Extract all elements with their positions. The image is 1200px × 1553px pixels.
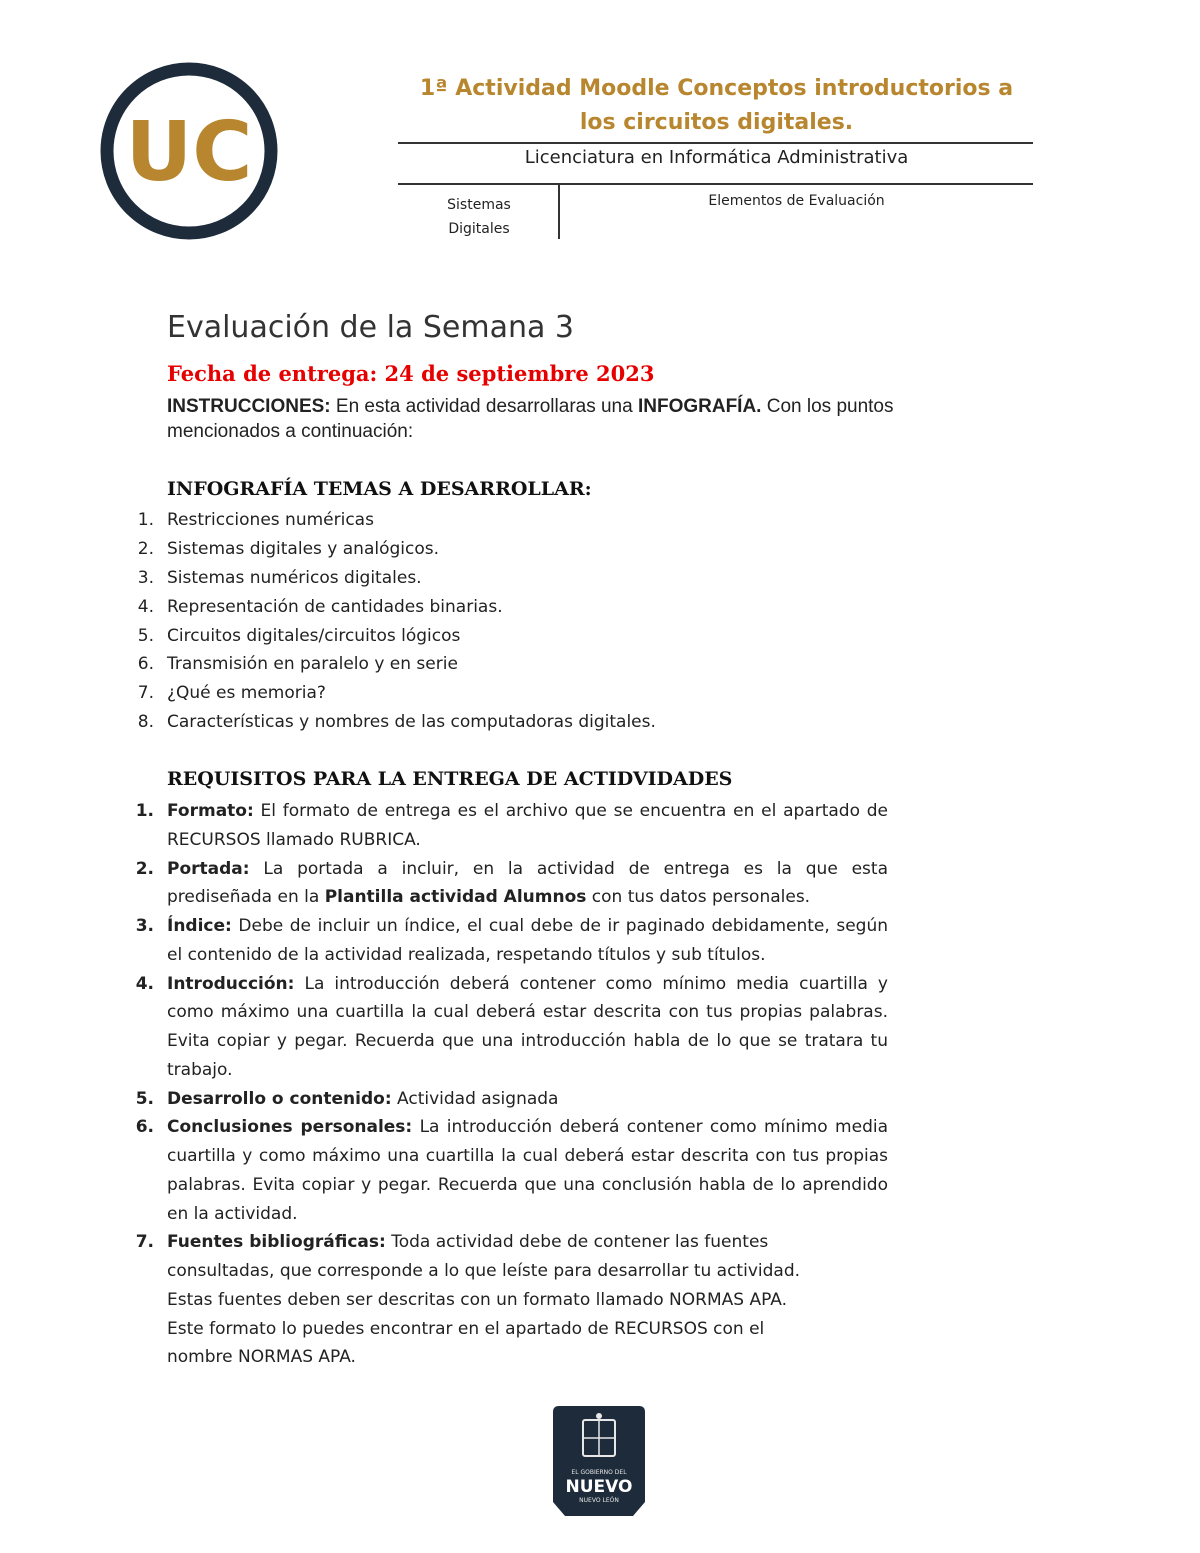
- list-item: 4. Representación de cantidades binarias.: [137, 596, 503, 617]
- instructions-text-b: Con los puntos mencionados a continuación:: [167, 396, 894, 442]
- list-item: 7. ¿Qué es memoria?: [137, 683, 326, 704]
- list-item: 3. Índice: Debe de incluir un índice, el cual debe de ir paginado debidamente, según el contenido de la actividad realizada, respetando títulos y sub títulos.: [135, 916, 888, 965]
- instructions: [167, 394, 947, 444]
- list-item: 2. Portada: La portada a incluir, en la actividad de entrega es la que esta prediseñada en la Plantilla actividad Alumnos con tus datos personales.: [135, 858, 888, 908]
- due-date: Fecha de entrega: 24 de septiembre 2023: [167, 361, 655, 386]
- logo-text-line1: EL GOBIERNO DEL: [571, 1469, 627, 1476]
- subject-line1: Sistemas: [447, 197, 511, 213]
- list-item: 8. Características y nombres de las computadoras digitales.: [137, 712, 656, 733]
- list-item: 1. Restricciones numéricas: [137, 510, 374, 530]
- requirements-list: [130, 797, 888, 1372]
- uc-logo: [100, 62, 278, 240]
- instructions-bold: INFOGRAFÍA.: [637, 396, 762, 417]
- subject-name: [400, 193, 558, 241]
- instructions-label: INSTRUCCIONES:: [167, 396, 331, 417]
- activity-title-line2: los circuitos digitales.: [579, 110, 854, 135]
- activity-title-line1: 1ª Actividad Moodle Conceptos introductorios a: [419, 76, 1014, 101]
- list-item: 6. Transmisión en paralelo y en serie: [137, 654, 458, 675]
- header-divider-bottom: [398, 183, 1033, 185]
- nuevo-leon-logo: [553, 1406, 645, 1516]
- list-item: 5. Circuitos digitales/circuitos lógicos: [137, 625, 461, 646]
- topics-heading: INFOGRAFÍA TEMAS A DESARROLLAR:: [167, 478, 592, 500]
- subject-line2: Digitales: [448, 221, 510, 237]
- list-item: 7. Fuentes bibliográficas: Toda actividad debe de contener las fuentes consultadas, que corresponde a lo que leíste para desarrollar tu actividad. Estas fuentes deben ser descritas con un formato llamado NORMAS APA. Este formato lo puedes encontrar en el apartado de RECURSOS con el nombre NORMAS APA.: [135, 1232, 801, 1368]
- section-name: Elementos de Evaluación: [708, 193, 885, 209]
- list-item: 2. Sistemas digitales y analógicos.: [137, 538, 440, 559]
- list-item: 5. Desarrollo o contenido: Actividad asignada: [135, 1088, 559, 1109]
- uc-logo-text: UC: [125, 105, 253, 200]
- program-name: Licenciatura en Informática Administrativa: [524, 147, 909, 168]
- header-divider-top: [398, 142, 1033, 144]
- list-item: 3. Sistemas numéricos digitales.: [137, 567, 422, 588]
- requirements-heading: REQUISITOS PARA LA ENTREGA DE ACTIDVIDADES: [167, 768, 733, 790]
- list-item: 6. Conclusiones personales: La introducción deberá contener como mínimo media cuartilla y como máximo una cuartilla la cual deberá estar descrita con tus propias palabras. Evita copiar y pegar. Recuerda que una conclusión habla de lo aprendido en la actividad.: [135, 1117, 888, 1224]
- logo-text-line3: NUEVO LEÓN: [579, 1497, 619, 1504]
- instructions-text-a: En esta actividad desarrollaras una: [330, 396, 638, 417]
- list-item: 4. Introducción: La introducción deberá contener como mínimo media cuartilla y como máximo una cuartilla la cual deberá estar descrita con tus propias palabras. Evita copiar y pegar. Recuerda que una introducción habla de lo que se tratara tu trabajo.: [135, 973, 888, 1080]
- activity-title: [400, 72, 1033, 140]
- page-title: Evaluación de la Semana 3: [167, 310, 574, 345]
- list-item: 1. Formato: El formato de entrega es el archivo que se encuentra en el apartado de RECURSOS llamado RUBRICA.: [135, 801, 888, 850]
- topics-list: [130, 506, 890, 737]
- logo-text-line2: NUEVO: [565, 1477, 633, 1497]
